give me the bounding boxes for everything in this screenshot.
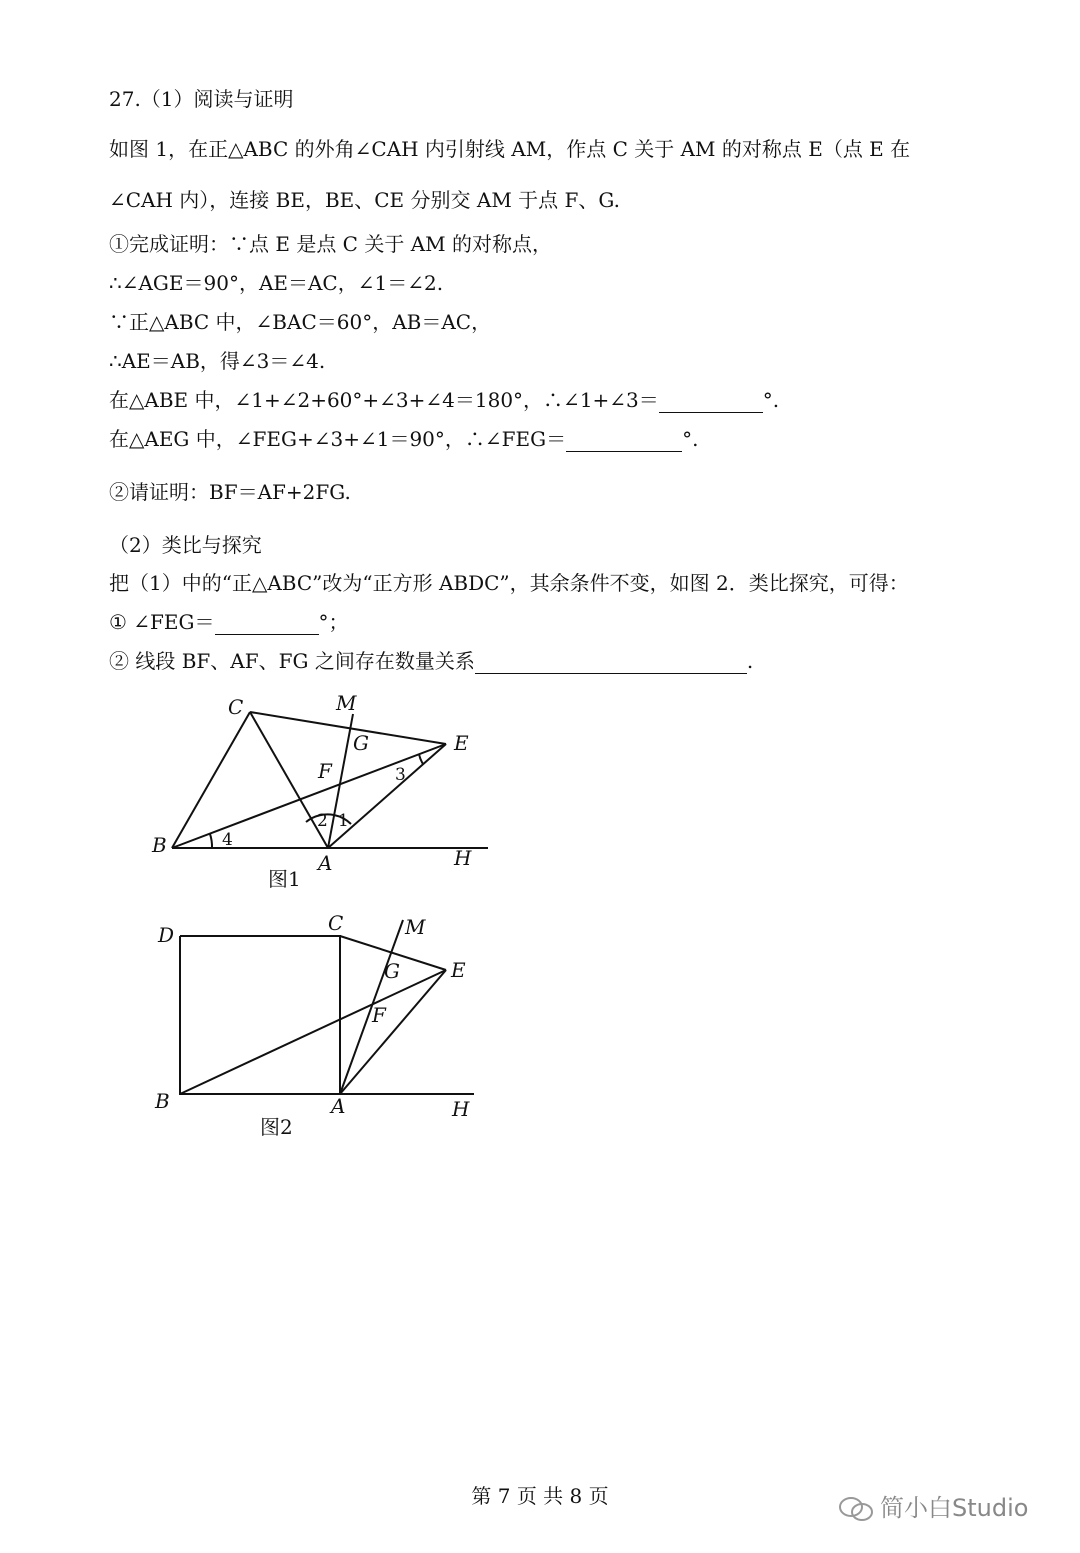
fig2-label-H: H xyxy=(452,1097,470,1121)
fig1-label-M: M xyxy=(336,691,357,715)
fig2-label-A: A xyxy=(331,1094,346,1118)
fig1-label-F: F xyxy=(318,759,332,783)
problem-text-line1: 如图 1，在正△ABC 的外角∠CAH 内引射线 AM，作点 C 关于 AM 的对称点 E（点 E 在 xyxy=(109,137,911,161)
proof-line3: ∵正△ABC 中，∠BAC＝60°，AB＝AC， xyxy=(109,310,492,334)
fig2-label-E: E xyxy=(451,958,466,982)
fig2-label-F: F xyxy=(372,1003,386,1027)
fig2-label-G: G xyxy=(384,959,400,983)
fig1-label-H: H xyxy=(454,846,472,870)
fig1-label-A: A xyxy=(318,851,333,875)
proof-line5-text: 在△ABE 中，∠1+∠2+60°+∠3+∠4＝180°，∴∠1+∠3＝ xyxy=(109,388,659,412)
fig2-label-D: D xyxy=(158,923,175,947)
fig1-angle-1: 1 xyxy=(338,811,349,831)
watermark-text: 简小白Studio xyxy=(880,1494,1029,1522)
proof-line4: ∴AE＝AB，得∠3＝∠4. xyxy=(109,349,326,373)
fig2-square-ABDC xyxy=(180,936,340,1094)
fig1-label-G: G xyxy=(353,731,369,755)
question-1-suffix: °； xyxy=(318,610,349,634)
problem-header: 27.（1）阅读与证明 xyxy=(109,87,294,111)
question-1-text: ① ∠FEG＝ xyxy=(109,610,215,634)
fig1-angle-3: 3 xyxy=(395,765,406,785)
wechat-icon xyxy=(838,1496,874,1522)
fig1-angle-4: 4 xyxy=(222,830,233,850)
watermark xyxy=(838,1488,1028,1523)
proof-line1: ①完成证明：∵点 E 是点 C 关于 AM 的对称点， xyxy=(109,232,552,256)
page-footer: 第 7 页 共 8 页 xyxy=(471,1484,609,1508)
fig2-caption: 图2 xyxy=(260,1115,293,1139)
proof-line6-suffix: °. xyxy=(682,427,699,451)
proof-line7: ②请证明：BF＝AF+2FG. xyxy=(109,480,351,504)
part2-header: （2）类比与探究 xyxy=(109,533,262,557)
fig1-label-E: E xyxy=(454,731,469,755)
fig2-line-BE xyxy=(180,970,446,1094)
fig1-angle-2: 2 xyxy=(317,811,328,831)
fig2-label-B: B xyxy=(155,1089,170,1113)
fig1-caption: 图1 xyxy=(268,867,301,891)
fig2-label-C: C xyxy=(328,911,344,935)
problem-text-line2: ∠CAH 内），连接 BE，BE、CE 分别交 AM 于点 F、G. xyxy=(109,188,621,212)
fig1-label-C: C xyxy=(228,695,244,719)
question-2-text: ② 线段 BF、AF、FG 之间存在数量关系 xyxy=(109,649,475,673)
proof-line2: ∴∠AGE＝90°，AE＝AC，∠1＝∠2. xyxy=(109,271,444,295)
fig2-line-AE xyxy=(340,970,446,1094)
fig1-label-B: B xyxy=(152,833,167,857)
proof-line5-suffix: °. xyxy=(762,388,780,412)
question-2-suffix: . xyxy=(746,649,754,673)
proof-line6-text: 在△AEG 中，∠FEG+∠3+∠1＝90°，∴∠FEG＝ xyxy=(109,427,567,451)
part2-text: 把（1）中的“正△ABC”改为“正方形 ABDC”，其余条件不变，如图 2．类比探究，可得： xyxy=(109,571,909,595)
fig2-label-M: M xyxy=(405,915,426,939)
